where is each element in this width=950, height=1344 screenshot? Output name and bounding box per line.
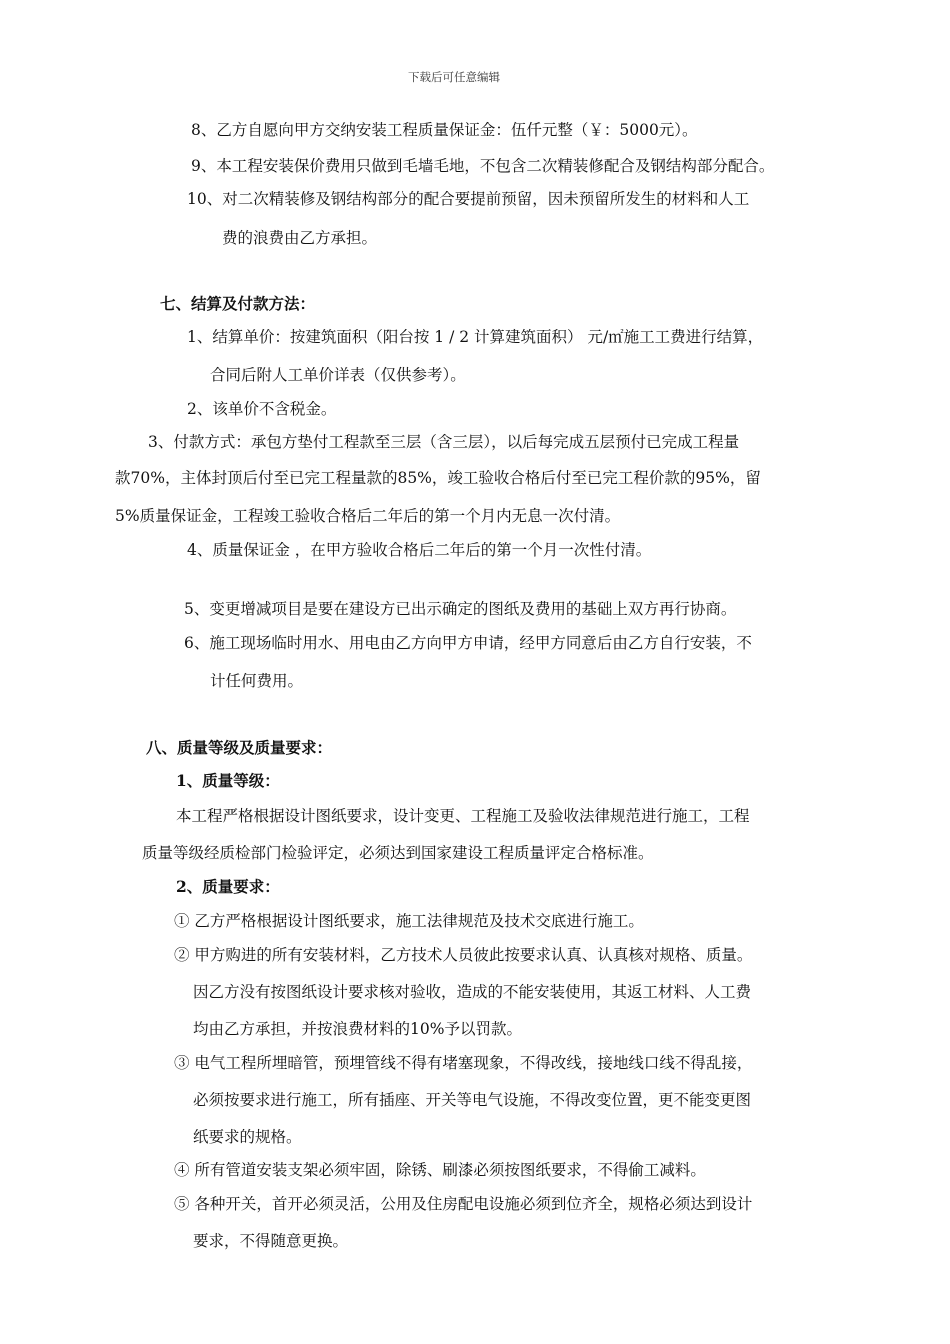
s8-req-2-line-2: 因乙方没有按图纸设计要求核对验收，造成的不能安装使用，其返工材料、人工费 [193, 983, 752, 1001]
s7-item-1-line-1: 1、结算单价：按建筑面积（阳台按 1 / 2 计算建筑面积） 元/㎡施工工费进行结算， [187, 328, 764, 346]
clause-8: 8、乙方自愿向甲方交纳安装工程质量保证金：伍仟元整（￥：5000元）。 [191, 121, 698, 139]
s7-item-3-line-1: 3、付款方式：承包方垫付工程款至三层（含三层），以后每完成五层预付已完成工程量 [148, 433, 740, 451]
s7-item-5: 5、变更增减项目是要在建设方已出示确定的图纸及费用的基础上双方再行协商。 [184, 600, 737, 618]
s8-sub-1-line-1: 本工程严格根据设计图纸要求，设计变更、工程施工及验收法律规范进行施工，工程 [176, 807, 750, 825]
s8-req-3-line-1: ③ 电气工程所埋暗管，预埋管线不得有堵塞现象，不得改线，接地线口线不得乱接， [174, 1054, 753, 1072]
clause-9: 9、本工程安装保价费用只做到毛墙毛地，不包含二次精装修配合及钢结构部分配合。 [191, 157, 775, 175]
s7-item-3-line-2: 款70%，主体封顶后付至已完工程量款的85%，竣工验收合格后付至已完工程价款的95%，留 [115, 469, 761, 487]
s8-req-5-line-1: ⑤ 各种开关，首开必须灵活，公用及住房配电设施必须到位齐全，规格必须达到设计 [174, 1195, 753, 1213]
s7-item-3-line-3: 5%质量保证金，工程竣工验收合格后二年后的第一个月内无息一次付清。 [115, 507, 621, 525]
section-8-heading: 八、质量等级及质量要求： [146, 738, 333, 757]
page-header-note: 下载后可任意编辑 [408, 70, 500, 84]
s8-req-1: ① 乙方严格根据设计图纸要求，施工法律规范及技术交底进行施工。 [174, 912, 644, 930]
s8-sub-1-line-2: 质量等级经质检部门检验评定，必须达到国家建设工程质量评定合格标准。 [142, 844, 654, 862]
s8-sub-2-heading: 2、质量要求： [176, 877, 280, 896]
s7-item-4: 4、质量保证金 ，在甲方验收合格后二年后的第一个月一次性付清。 [187, 541, 652, 559]
section-7-heading: 七、结算及付款方法： [160, 294, 316, 313]
s7-item-2: 2、该单价不含税金。 [187, 400, 337, 418]
s8-req-2-line-3: 均由乙方承担，并按浪费材料的10%予以罚款。 [193, 1020, 522, 1038]
clause-10-line-1: 10、对二次精装修及钢结构部分的配合要提前预留，因未预留所发生的材料和人工 [187, 190, 750, 208]
s8-req-5-line-2: 要求，不得随意更换。 [193, 1232, 349, 1250]
s7-item-1-line-2: 合同后附人工单价详表（仅供参考）。 [210, 366, 466, 384]
s7-item-6-line-2: 计任何费用。 [210, 672, 304, 690]
s8-req-3-line-3: 纸要求的规格。 [193, 1128, 302, 1146]
s7-item-6-line-1: 6、施工现场临时用水、用电由乙方向甲方申请，经甲方同意后由乙方自行安装，不 [184, 634, 752, 652]
clause-10-line-2: 费的浪费由乙方承担。 [222, 229, 378, 247]
s8-req-2-line-1: ② 甲方购进的所有安装材料，乙方技术人员彼此按要求认真、认真核对规格、质量。 [174, 946, 753, 964]
s8-req-4: ④ 所有管道安装支架必须牢固，除锈、刷漆必须按图纸要求，不得偷工减料。 [174, 1161, 706, 1179]
s8-req-3-line-2: 必须按要求进行施工，所有插座、开关等电气设施，不得改变位置，更不能变更图 [193, 1091, 752, 1109]
s8-sub-1-heading: 1、质量等级： [176, 771, 280, 790]
